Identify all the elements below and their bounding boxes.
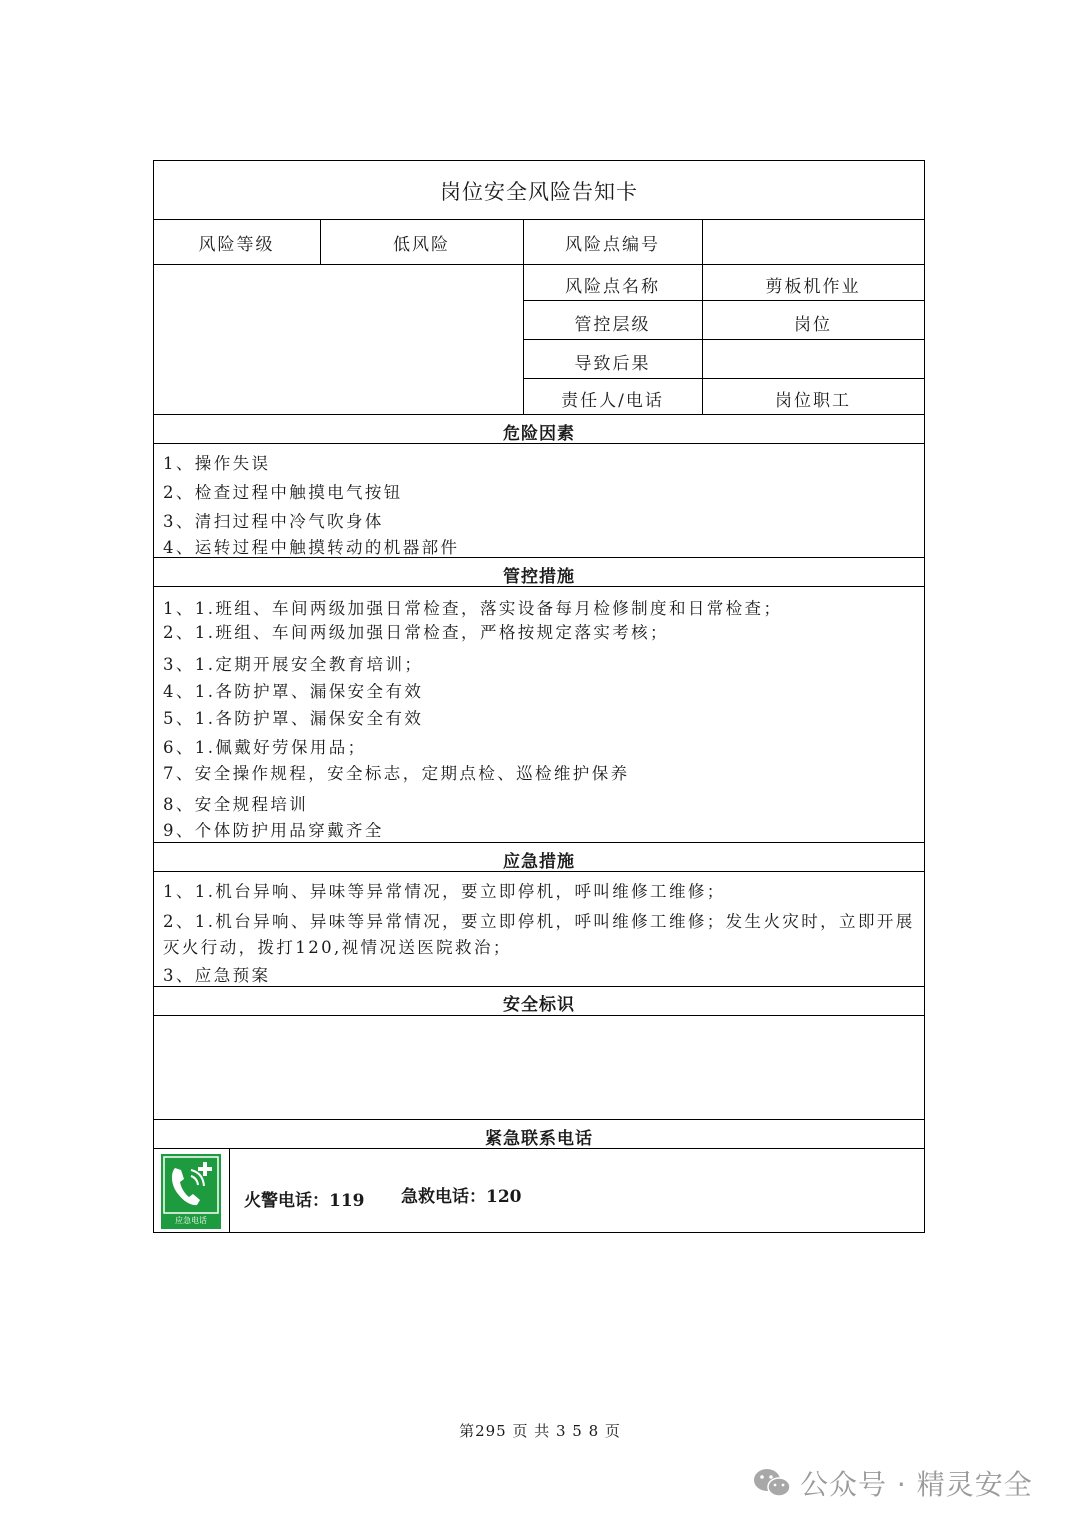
- ambulance-phone: 急救电话：120: [401, 1187, 522, 1207]
- emergency-item: 1、1.机台异响、异味等异常情况，要立即停机，呼叫维修工维修；: [163, 882, 726, 901]
- controls-heading: 管控措施: [503, 567, 575, 587]
- emergency-phone-sign: [161, 1154, 221, 1229]
- page-number: 第295 页 共 3 5 8 页: [459, 1422, 621, 1440]
- hazard-item: 4、运转过程中触摸转动的机器部件: [163, 538, 460, 557]
- control-level-label: 管控层级: [574, 315, 651, 335]
- risk-point-name-value: 剪板机作业: [765, 277, 861, 297]
- card-title: 岗位安全风险告知卡: [440, 180, 638, 204]
- responsible-value: 岗位职工: [775, 391, 851, 411]
- control-item: 4、1.各防护罩、漏保安全有效: [163, 682, 424, 701]
- control-item: 7、安全操作规程，安全标志，定期点检、巡检维护保养: [163, 764, 630, 783]
- hazard-item: 1、操作失误: [163, 454, 271, 473]
- watermark: [752, 1463, 1033, 1503]
- hazard-item: 2、检查过程中触摸电气按钮: [163, 483, 403, 502]
- signs-heading: 安全标识: [503, 995, 575, 1015]
- emergency-heading: 应急措施: [503, 852, 575, 872]
- contacts-heading: 紧急联系电话: [485, 1129, 593, 1149]
- emergency-item: 3、应急预案: [163, 966, 271, 985]
- control-item: 3、1.定期开展安全教育培训；: [163, 655, 424, 674]
- control-item: 1、1.班组、车间两级加强日常检查，落实设备每月检修制度和日常检查；: [163, 599, 783, 618]
- control-item: 5、1.各防护罩、漏保安全有效: [163, 709, 424, 728]
- fire-phone: 火警电话：119: [244, 1191, 365, 1211]
- risk-notice-card: [153, 160, 925, 1233]
- control-item: 9、个体防护用品穿戴齐全: [163, 821, 384, 840]
- consequence-label: 导致后果: [574, 354, 651, 374]
- risk-level-label: 风险等级: [198, 235, 275, 255]
- hazards-heading: 危险因素: [503, 424, 575, 444]
- control-item: 2、1.班组、车间两级加强日常检查，严格按规定落实考核；: [163, 623, 669, 642]
- control-item: 8、安全规程培训: [163, 795, 309, 814]
- control-item: 6、1.佩戴好劳保用品；: [163, 738, 367, 757]
- sign-text: 应急电话: [175, 1216, 207, 1225]
- risk-level-value: 低风险: [393, 235, 450, 255]
- wechat-icon: [752, 1466, 792, 1500]
- emergency-item: 2、1.机台异响、异味等异常情况，要立即停机，呼叫维修工维修；发生火灾时，立即开展: [163, 912, 915, 931]
- watermark-text: 公众号 · 精灵安全: [800, 1468, 1033, 1501]
- emergency-item: 灭火行动，拨打120,视情况送医院救治；: [163, 938, 512, 957]
- responsible-label: 责任人/电话: [561, 391, 664, 411]
- risk-point-name-label: 风险点名称: [565, 277, 660, 297]
- hazard-item: 3、清扫过程中冷气吹身体: [163, 512, 384, 531]
- risk-point-no-label: 风险点编号: [565, 235, 660, 255]
- control-level-value: 岗位: [794, 315, 832, 335]
